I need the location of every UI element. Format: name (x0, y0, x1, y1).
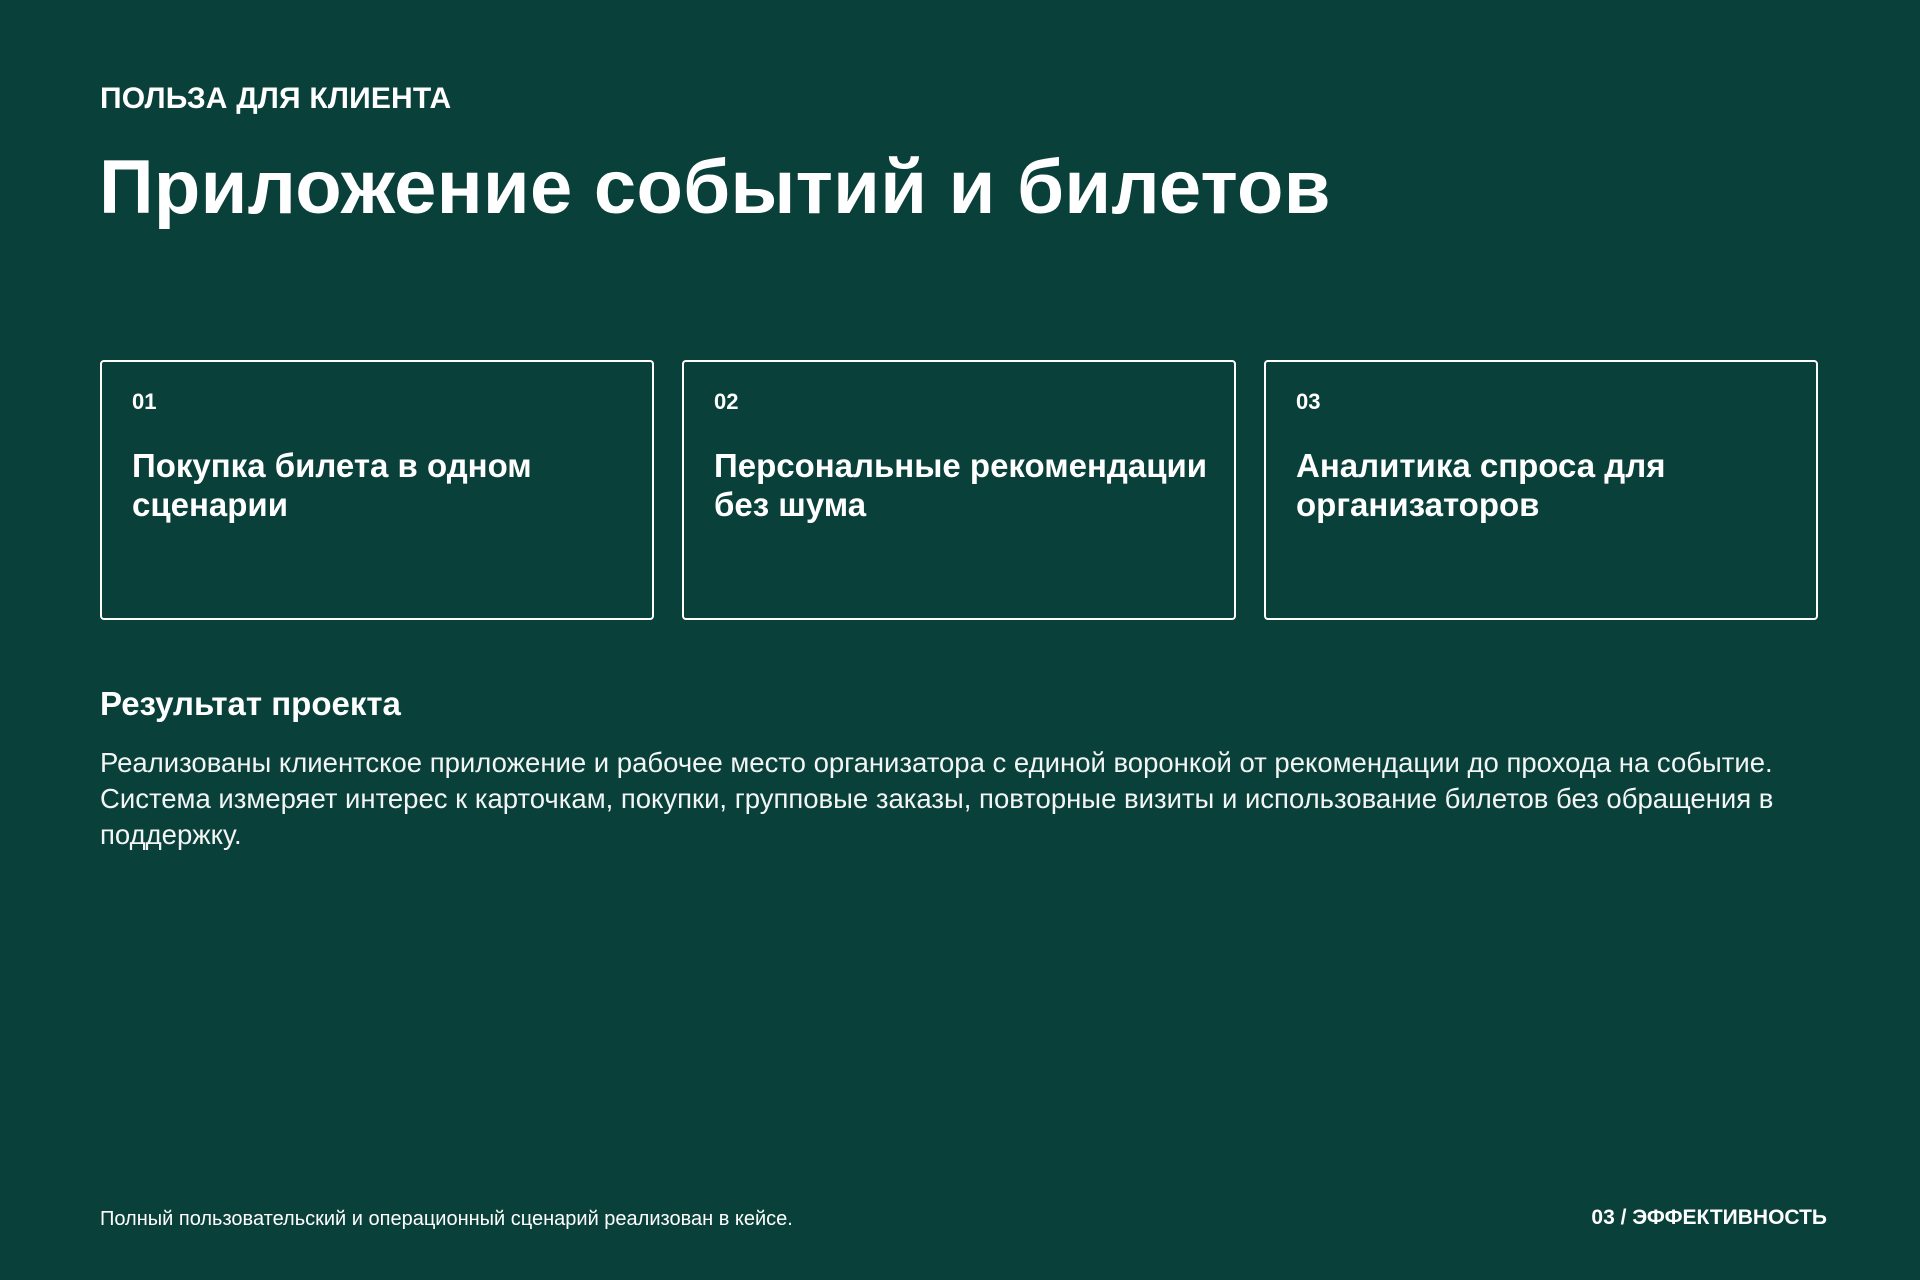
benefit-card (682, 360, 1236, 620)
section-indicator: 03 / ЭФФЕКТИВНОСТЬ (1591, 1206, 1827, 1229)
page-title: Приложение событий и билетов (99, 145, 1331, 230)
footer-note: Полный пользовательский и операционный сценарий реализован в кейсе. (100, 1208, 793, 1230)
result-description: Реализованы клиентское приложение и рабочее место организатора с единой воронкой от рекомендации до прохода на событие. Система измеряет интерес к карточкам, покупки, групповые заказы, повторные визиты и использование билетов без обращения в поддержку. (100, 747, 1774, 850)
section-eyebrow: ПОЛЬЗА ДЛЯ КЛИЕНТА (100, 82, 452, 115)
benefit-card (1264, 360, 1818, 620)
card-title: Покупка билета в одном сценарии (132, 447, 532, 523)
benefit-card (100, 360, 654, 620)
card-title: Аналитика спроса для организаторов (1296, 447, 1666, 523)
benefit-cards (100, 360, 1820, 620)
card-number: 02 (714, 389, 739, 414)
result-heading: Результат проекта (100, 685, 401, 722)
card-number: 01 (132, 389, 157, 414)
card-title: Персональные рекомендации без шума (714, 447, 1208, 523)
card-number: 03 (1296, 389, 1321, 414)
